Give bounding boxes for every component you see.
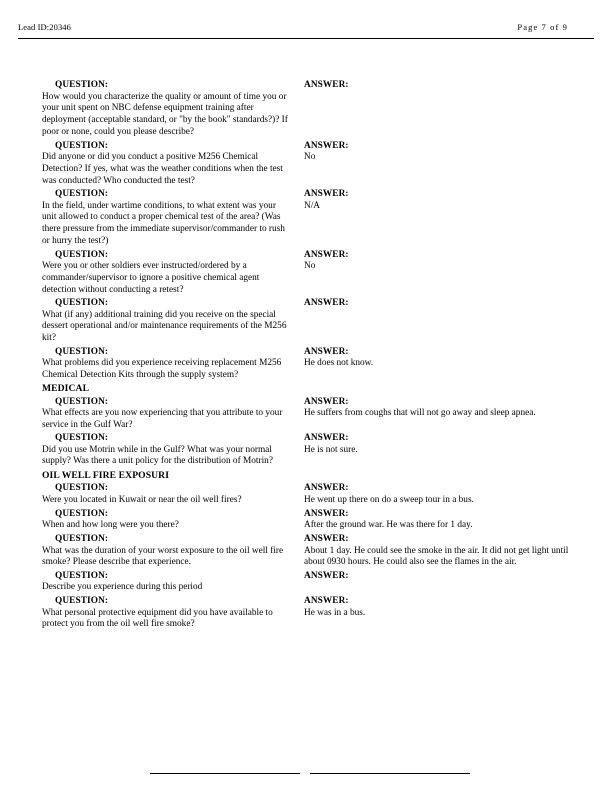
question-label: QUESTION: xyxy=(55,433,109,443)
answer-label: ANSWER: xyxy=(304,249,349,260)
question-label: QUESTION: xyxy=(55,534,109,544)
question-label: QUESTION: xyxy=(55,596,109,606)
answer-column xyxy=(304,80,582,92)
page-header xyxy=(18,22,594,36)
answer-text: He suffers from coughs that will not go away and sleep apnea. xyxy=(304,408,536,419)
answer-label: ANSWER: xyxy=(304,483,349,493)
question-label: QUESTION: xyxy=(55,396,109,407)
answer-text: After the ground war. He was there for 1 day. xyxy=(304,520,473,531)
header-divider xyxy=(18,38,594,39)
answer-label: ANSWER: xyxy=(304,298,349,308)
question-label: QUESTION: xyxy=(55,249,109,260)
answer-text: He was in a bus. xyxy=(304,607,366,618)
lead-id: Lead ID:20346 xyxy=(18,22,71,32)
question-column xyxy=(42,189,290,247)
page-number: Page 7 of 9 xyxy=(517,22,568,32)
question-text: When and how long were you there? xyxy=(42,520,179,531)
question-text: Were you located in Kuwait or near the oil well fires? xyxy=(42,494,242,505)
question-label: QUESTION: xyxy=(55,298,109,308)
answer-text: He went up there on do a sweep tour in a bus. xyxy=(304,494,474,505)
answer-column xyxy=(304,347,582,370)
question-text: What was the duration of your worst exposure to the oil well fire smoke? Please describe that experience. xyxy=(42,545,284,568)
answer-text: He does not know. xyxy=(304,358,374,369)
answer-text: No xyxy=(304,152,316,163)
answer-column xyxy=(304,534,582,569)
answer-label: ANSWER: xyxy=(304,346,349,357)
answer-text: N/A xyxy=(304,200,321,211)
question-label: QUESTION: xyxy=(55,346,109,357)
answer-label: ANSWER: xyxy=(304,140,349,151)
section-heading: OIL WELL FIRE EXPOSURI xyxy=(42,469,170,481)
answer-label: ANSWER: xyxy=(304,596,349,606)
question-label: QUESTION: xyxy=(55,140,109,151)
answer-column xyxy=(304,250,582,273)
answer-label: ANSWER: xyxy=(304,396,349,407)
answer-column xyxy=(304,298,582,310)
question-text: Did anyone or did you conduct a positive M256 Chemical Detection? If yes, what was the weather conditions when the test was conducted? Who conducted the test? xyxy=(42,152,283,186)
question-column xyxy=(42,347,290,382)
question-column xyxy=(42,596,290,631)
answer-label: ANSWER: xyxy=(304,189,349,199)
answer-column xyxy=(304,596,582,619)
answer-column xyxy=(304,433,582,456)
question-text: What effects are you now experiencing that you attribute to your service in the Gulf War? xyxy=(42,408,283,430)
question-column xyxy=(42,298,290,345)
footer-divider-right xyxy=(310,773,470,774)
answer-column xyxy=(304,509,582,532)
answer-column xyxy=(304,397,582,420)
answer-text: No xyxy=(304,261,316,272)
question-text: Did you use Motrin while in the Gulf? What was your normal supply? Was there a unit policy for the distribution of Motrin? xyxy=(42,444,273,467)
answer-column xyxy=(304,141,582,164)
question-text: What (if any) additional training did you receive on the special dessert operational and/or maintenance requirements of the M256 kit? xyxy=(42,309,287,343)
question-column xyxy=(42,483,290,506)
question-column xyxy=(42,534,290,569)
question-column xyxy=(42,397,290,432)
question-label: QUESTION: xyxy=(55,570,109,581)
question-column xyxy=(42,250,290,297)
question-label: QUESTION: xyxy=(55,508,109,519)
answer-text: About 1 day. He could see the smoke in the air. It did not get light until about 0930 hours. He could also see the flames in the air. xyxy=(304,545,569,568)
question-label: QUESTION: xyxy=(55,80,109,90)
section-heading: MEDICAL xyxy=(42,383,90,394)
question-label: QUESTION: xyxy=(55,483,109,493)
answer-label: ANSWER: xyxy=(304,534,349,544)
question-text: Were you or other soldiers ever instructed/ordered by a commander/supervisor to ignore a positive chemical agent detection without conducting a retest? xyxy=(42,261,260,295)
footer-divider-left xyxy=(150,773,300,774)
question-text: What problems did you experience receiving replacement M256 Chemical Detection Kits through the supply system? xyxy=(42,358,282,380)
question-column xyxy=(42,141,290,188)
answer-label: ANSWER: xyxy=(304,80,349,90)
question-text: What personal protective equipment did you have available to protect you from the oil well fire smoke? xyxy=(42,607,273,630)
question-column xyxy=(42,571,290,594)
question-label: QUESTION: xyxy=(55,189,109,199)
question-text: In the field, under wartime conditions, to what extent was your unit allowed to conduct a proper chemical test of the area? (Was there pressure from the immediate supervisor/commander to rush or hurry the test?) xyxy=(42,200,285,246)
question-column xyxy=(42,433,290,468)
question-column xyxy=(42,509,290,532)
answer-column xyxy=(304,189,582,212)
answer-column xyxy=(304,483,582,506)
answer-label: ANSWER: xyxy=(304,570,349,581)
answer-label: ANSWER: xyxy=(304,508,349,519)
question-text: Describe you experience during this period xyxy=(42,582,203,593)
answer-label: ANSWER: xyxy=(304,433,349,443)
answer-text: He is not sure. xyxy=(304,444,358,455)
question-text: How would you characterize the quality or amount of time you or your unit spent on NBC defense equipment training after deployment (acceptable standard, or "by the book" standards?)? If poor or none, could you please describe? xyxy=(42,91,288,137)
question-column xyxy=(42,80,290,138)
answer-column xyxy=(304,571,582,583)
